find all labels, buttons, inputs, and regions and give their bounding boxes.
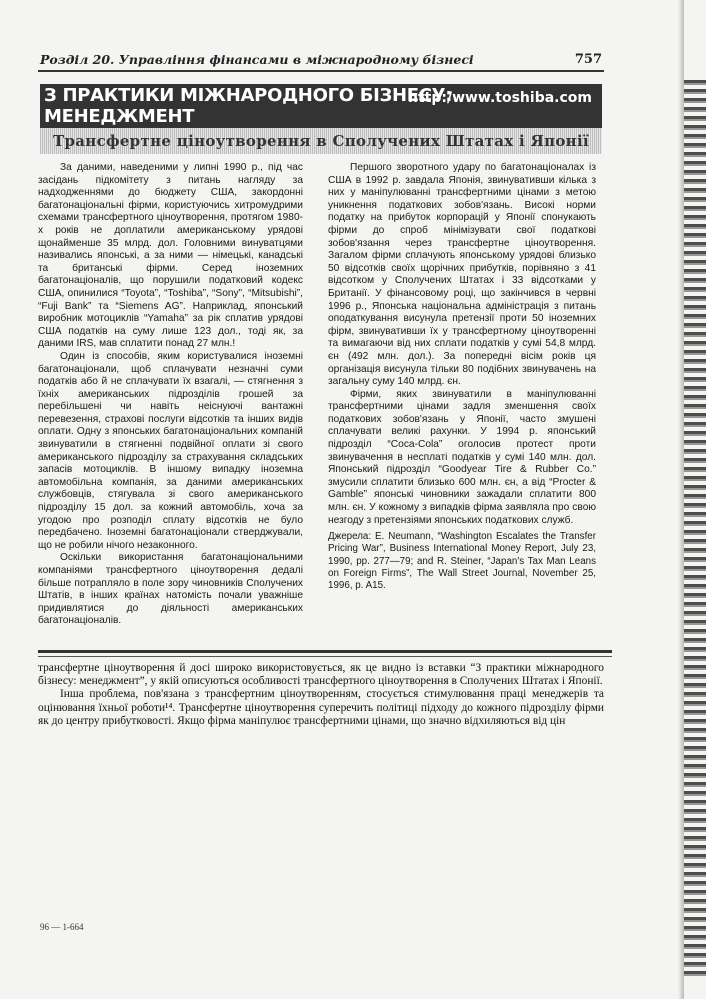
inset-paragraph: За даними, наведеними у липні 1990 р., під час засідань підкомітету з питань нагляду за надходженнями до бюджету США, закордонні багатонаціональні фірми, користуючись хитромудрими схемами трансфертного ціноутворення, протягом 1980-х років не доплатили американському урядові щонайменше 35 млрд. дол. Головними винуватцями називались японські, а за ними — німецькі, канадські та британські фірми. Серед іноземних багатонаціоналів, що порушили податковий кодекс США, опинилися “Toyota”, “Toshiba”, “Sony”, “Mitsubishi”, “Fuji Bank” та “Siemens AG”. Наприклад, японський виробник мотоциклів “Yamaha” за рік сплатив урядові США податків на суму лише 123 дол., тоді як, за даними IRS, мав сплатити понад 27 млн.! xyxy=(38,162,303,350)
inset-paragraph: Один із способів, яким користувалися іноземні багатонаціонали, щоб сплачувати незначні суми податків або й не сплачувати їх взагалі, — стягнення з їхніх американських підрозділів грошей за перебільшені чи навіть неіснуючі вантажні перевезення, страхові послуги відсотків та інших видів оплати. Одну з японських багатонаціональних компаній звинуватили в стягненні подвійної оплати зі свого американського підрозділу за страхування складських запасів мотоциклів. В іншому випадку іноземна автомобільна компанія, за даними американських службовців, стягувала зі свого американського підрозділу 15 дол. за кожний автомобіль, хоча за угодою про розподіл сплату відсотків не було передбачено. Іноземні багатонаціонали стверджували, що не робили нічого незаконного. xyxy=(38,350,303,551)
sources-note: Джерела: E. Neumann, “Washington Escalates the Transfer Pricing War”, Business International Money Report, July 23, 1990, pp. 277—79; and R. Steiner, “Japan's Tax Man Leans on Foreign Firms”, The Wall Street Journal, November 25, 1996, p. A15. xyxy=(328,531,596,592)
inset-subtitle: Трансфертне ціноутворення в Сполучених Штатах і Японії xyxy=(53,132,589,150)
inset-paragraph: Першого зворотного удару по багатонаціоналах із США в 1992 р. завдала Японія, звинувативши кілька з них у маніпулюванні трансфертними цінами з метою уникнення податкових зобов'язань. Високі норми податку на прибуток корпорацій у Японії спонукають фірми до спроб мінімізувати свої податкові зобов'язання через трансфертне ціноутворення. Загалом фірми сплачують японському урядові близько 50 відсотків своїх щорічних прибутків, порівняно з 41 відсотком у Сполучених Штатах і 33 відсотками у Британії. У фінансовому році, що закінчився в червні 1996 р., Японська національна адміністрація з питань оподаткування висунула претензії проти 50 іноземних фірм, звинувативши їх у трансфертному ціноутворенні та вимагаючи від них сплати податків у сумі 54,8 млрд. єн (492 млн. дол.). За попередні вісім років ця організація висунула тільки 80 подібних звинувачень на загальну суму 140 млрд. єн. xyxy=(328,162,596,388)
inset-box-header xyxy=(40,84,602,128)
scan-edge-noise xyxy=(684,80,706,980)
body-paragraph: Інша проблема, пов'язана з трансфертним ціноутворенням, стосується стимулювання праці менеджерів та оцінювання їхньої роботи¹⁴. Трансфертне ціноутворення суперечить політиці підходу до кожного підрозділу фірми як до центру прибутковості. Якщо фірма маніпулює трансфертними цінами, що значно відхиляються від цін xyxy=(38,688,604,727)
inset-bottom-rule-thin xyxy=(38,656,612,657)
inset-bottom-rule xyxy=(38,650,612,653)
page-number: 757 xyxy=(574,52,602,67)
inset-title-line2: МЕНЕДЖМЕНТ xyxy=(44,106,195,127)
inset-left-column xyxy=(38,162,303,628)
inset-subtitle-bar xyxy=(40,128,602,154)
print-signature: 96 — 1-664 xyxy=(40,922,84,932)
inset-right-column xyxy=(328,162,596,592)
body-paragraph: трансфертне ціноутворення й досі широко використовується, як це видно із вставки “З практики міжнародного бізнесу: менеджмент”, у якій описуються особливості трансфертного ціноутворення в Сполучених Штатах і Японії. xyxy=(38,662,604,688)
main-body-text xyxy=(38,662,604,728)
header-rule xyxy=(38,70,604,72)
company-url: http:/www.toshiba.com xyxy=(407,90,592,106)
inset-paragraph: Оскільки використання багатонаціональними компаніями трансфертного ціноутворення дедалі більше потрапляло в поле зору чиновників Сполучених Штатів, в інших країнах натомість почали уважніше придивлятися до діяльності американських багатонаціоналів. xyxy=(38,552,303,627)
running-header xyxy=(40,52,602,67)
section-title: Розділ 20. Управління фінансами в міжнародному бізнесі xyxy=(40,52,474,67)
inset-title-line1: З ПРАКТИКИ МІЖНАРОДНОГО БІЗНЕСУ: xyxy=(44,85,453,106)
inset-box-title xyxy=(44,85,452,127)
inset-paragraph: Фірми, яких звинуватили в маніпулюванні трансфертними цінами задля зменшення своїх податкових зобов'язань у Японії, часто змушені сплачувати великі рахунки. У 1994 р. японський підрозділ “Coca-Cola” оголосив протест проти звинувачення в несплаті податків у сумі 140 млн. дол. Японський підрозділ “Goodyear Tire & Rubber Co.” змусили сплатити близько 600 млн. єн, а від “Procter & Gamble” японські чиновники зажадали сплатити 800 млн. єн. У кожному з випадків фірма заявляла про свою незгоду з претензіями японських податкових служб. xyxy=(328,388,596,526)
